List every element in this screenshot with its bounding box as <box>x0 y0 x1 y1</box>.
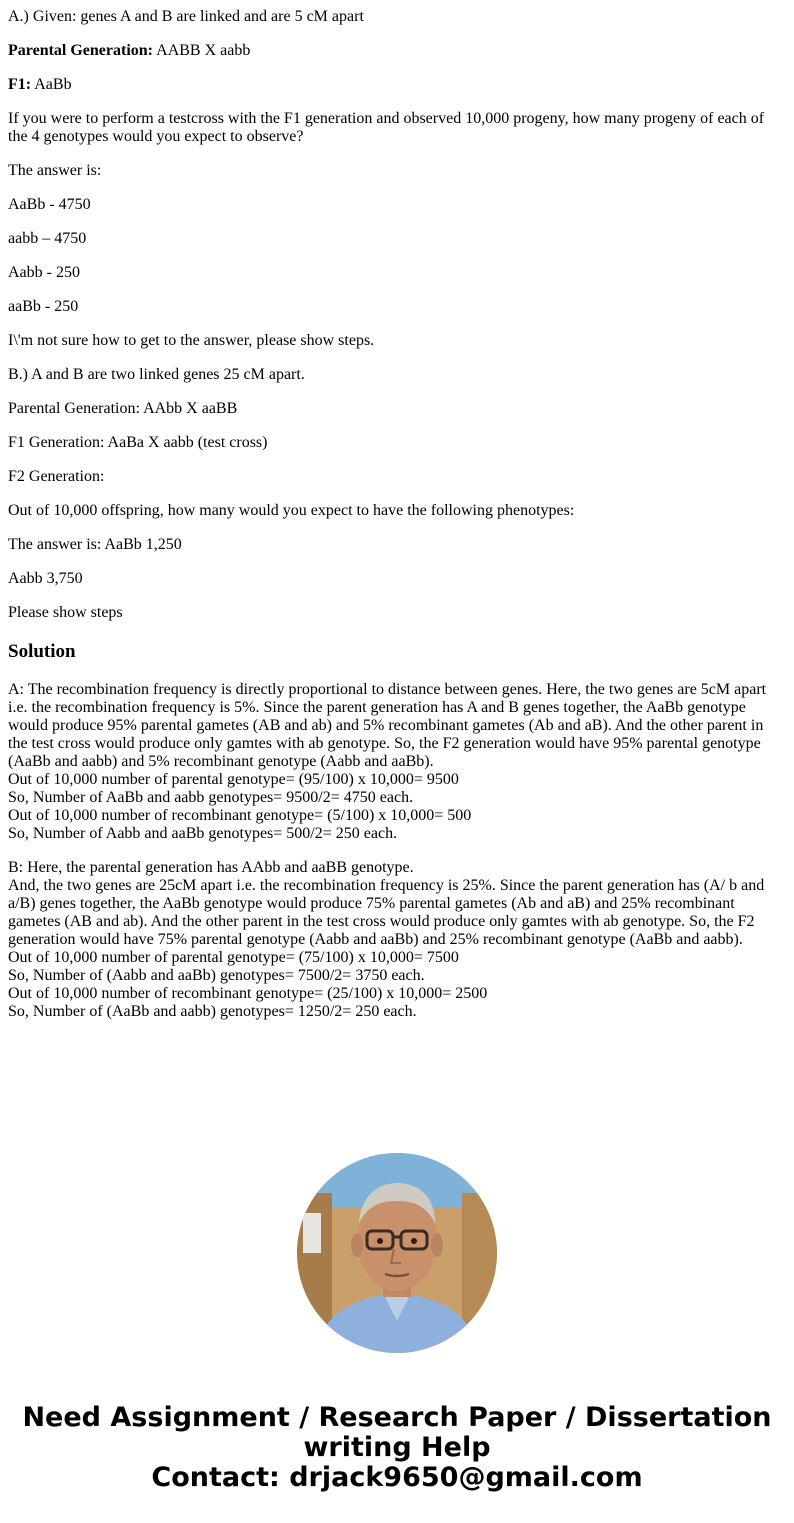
question-b-prompt: Out of 10,000 offspring, how many would you expect to have the following phenotypes: <box>8 502 575 519</box>
solution-b-intro: B: Here, the parental generation has AAbb and aaBB genotype. <box>8 859 414 876</box>
avatar-portrait <box>297 1153 497 1353</box>
solution-a-paragraph: A: The recombination frequency is directly proportional to distance between genes. Here, the two genes are 5cM apart i.e. the recombination frequency is 5%. Since the parent generation has A and B genes together, the AaBb genotype would produce 95% parental gametes (AB and ab) and 5% recombinant gametes (Ab and aB). And the other parent in the test cross would produce only gamtes with ab genotype. So, the F2 generation would have 95% parental genotype (AaBb and aabb) and 5% recombinant genotype (Aabb and aaBb). <box>8 681 767 770</box>
promo-contact: Contact: drjack9650@gmail.com <box>151 1462 643 1493</box>
answer-item: AaBb - 4750 <box>8 196 91 213</box>
solution-a <box>8 681 778 843</box>
solution-line: So, Number of AaBb and aabb genotypes= 9500/2= 4750 each. <box>8 789 414 806</box>
avatar <box>297 1153 497 1353</box>
solution-line: Out of 10,000 number of parental genotype= (75/100) x 10,000= 7500 <box>8 949 459 966</box>
question-b-request: Please show steps <box>8 604 123 621</box>
question-b-answer-1: The answer is: AaBb 1,250 <box>8 536 182 553</box>
question-b-parental: Parental Generation: AAbb X aaBB <box>8 400 238 417</box>
solution-line: Out of 10,000 number of recombinant genotype= (5/100) x 10,000= 500 <box>8 807 472 824</box>
question-a-request: I\'m not sure how to get to the answer, please show steps. <box>8 332 375 349</box>
solution-b <box>8 859 778 1021</box>
question-b-f1: F1 Generation: AaBa X aabb (test cross) <box>8 434 268 451</box>
solution-line: So, Number of (Aabb and aaBb) genotypes= 7500/2= 3750 each. <box>8 967 425 984</box>
answer-intro: The answer is: <box>8 162 102 179</box>
promo-line: Need Assignment / Research Paper / Dissertation <box>22 1402 772 1433</box>
f1-label: F1: <box>8 76 32 93</box>
solution-heading: Solution <box>8 641 76 662</box>
answer-item: Aabb - 250 <box>8 264 80 281</box>
solution-line: Out of 10,000 number of recombinant genotype= (25/100) x 10,000= 2500 <box>8 985 488 1002</box>
solution-line: So, Number of Aabb and aaBb genotypes= 500/2= 250 each. <box>8 825 398 842</box>
question-a-given: A.) Given: genes A and B are linked and are 5 cM apart <box>8 8 364 25</box>
promo-line: writing Help <box>303 1432 491 1463</box>
promo-banner <box>0 1403 794 1493</box>
f1-value: AaBb <box>34 76 72 93</box>
question-b-answer-2: Aabb 3,750 <box>8 570 83 587</box>
answer-item: aaBb - 250 <box>8 298 79 315</box>
parental-generation <box>8 42 250 60</box>
parental-generation-value: AABB X aabb <box>156 42 251 59</box>
question-b-f2: F2 Generation: <box>8 468 105 485</box>
parental-generation-label: Parental Generation: <box>8 42 154 59</box>
question-a-prompt: If you were to perform a testcross with the F1 generation and observed 10,000 progeny, how many progeny of each of the 4 genotypes would you expect to observe? <box>8 110 765 145</box>
solution-b-paragraph: And, the two genes are 25cM apart i.e. the recombination frequency is 25%. Since the parent generation has (A/ b and a/B) genes together, the AaBb genotype would produce 75% parental gametes (Ab and aB) and 25% recombinant gametes (AB and ab). And the other parent in the test cross would produce only gamtes with ab genotype. So, the F2 generation would have 75% parental genotype (Aabb and aaBb) and 25% recombinant genotype (AaBb and aabb). <box>8 877 765 948</box>
solution-line: So, Number of (AaBb and aabb) genotypes= 1250/2= 250 each. <box>8 1003 417 1020</box>
question-b-given: B.) A and B are two linked genes 25 cM apart. <box>8 366 305 383</box>
answer-item: aabb – 4750 <box>8 230 87 247</box>
f1-generation <box>8 76 72 94</box>
solution-line: Out of 10,000 number of parental genotype= (95/100) x 10,000= 9500 <box>8 771 459 788</box>
